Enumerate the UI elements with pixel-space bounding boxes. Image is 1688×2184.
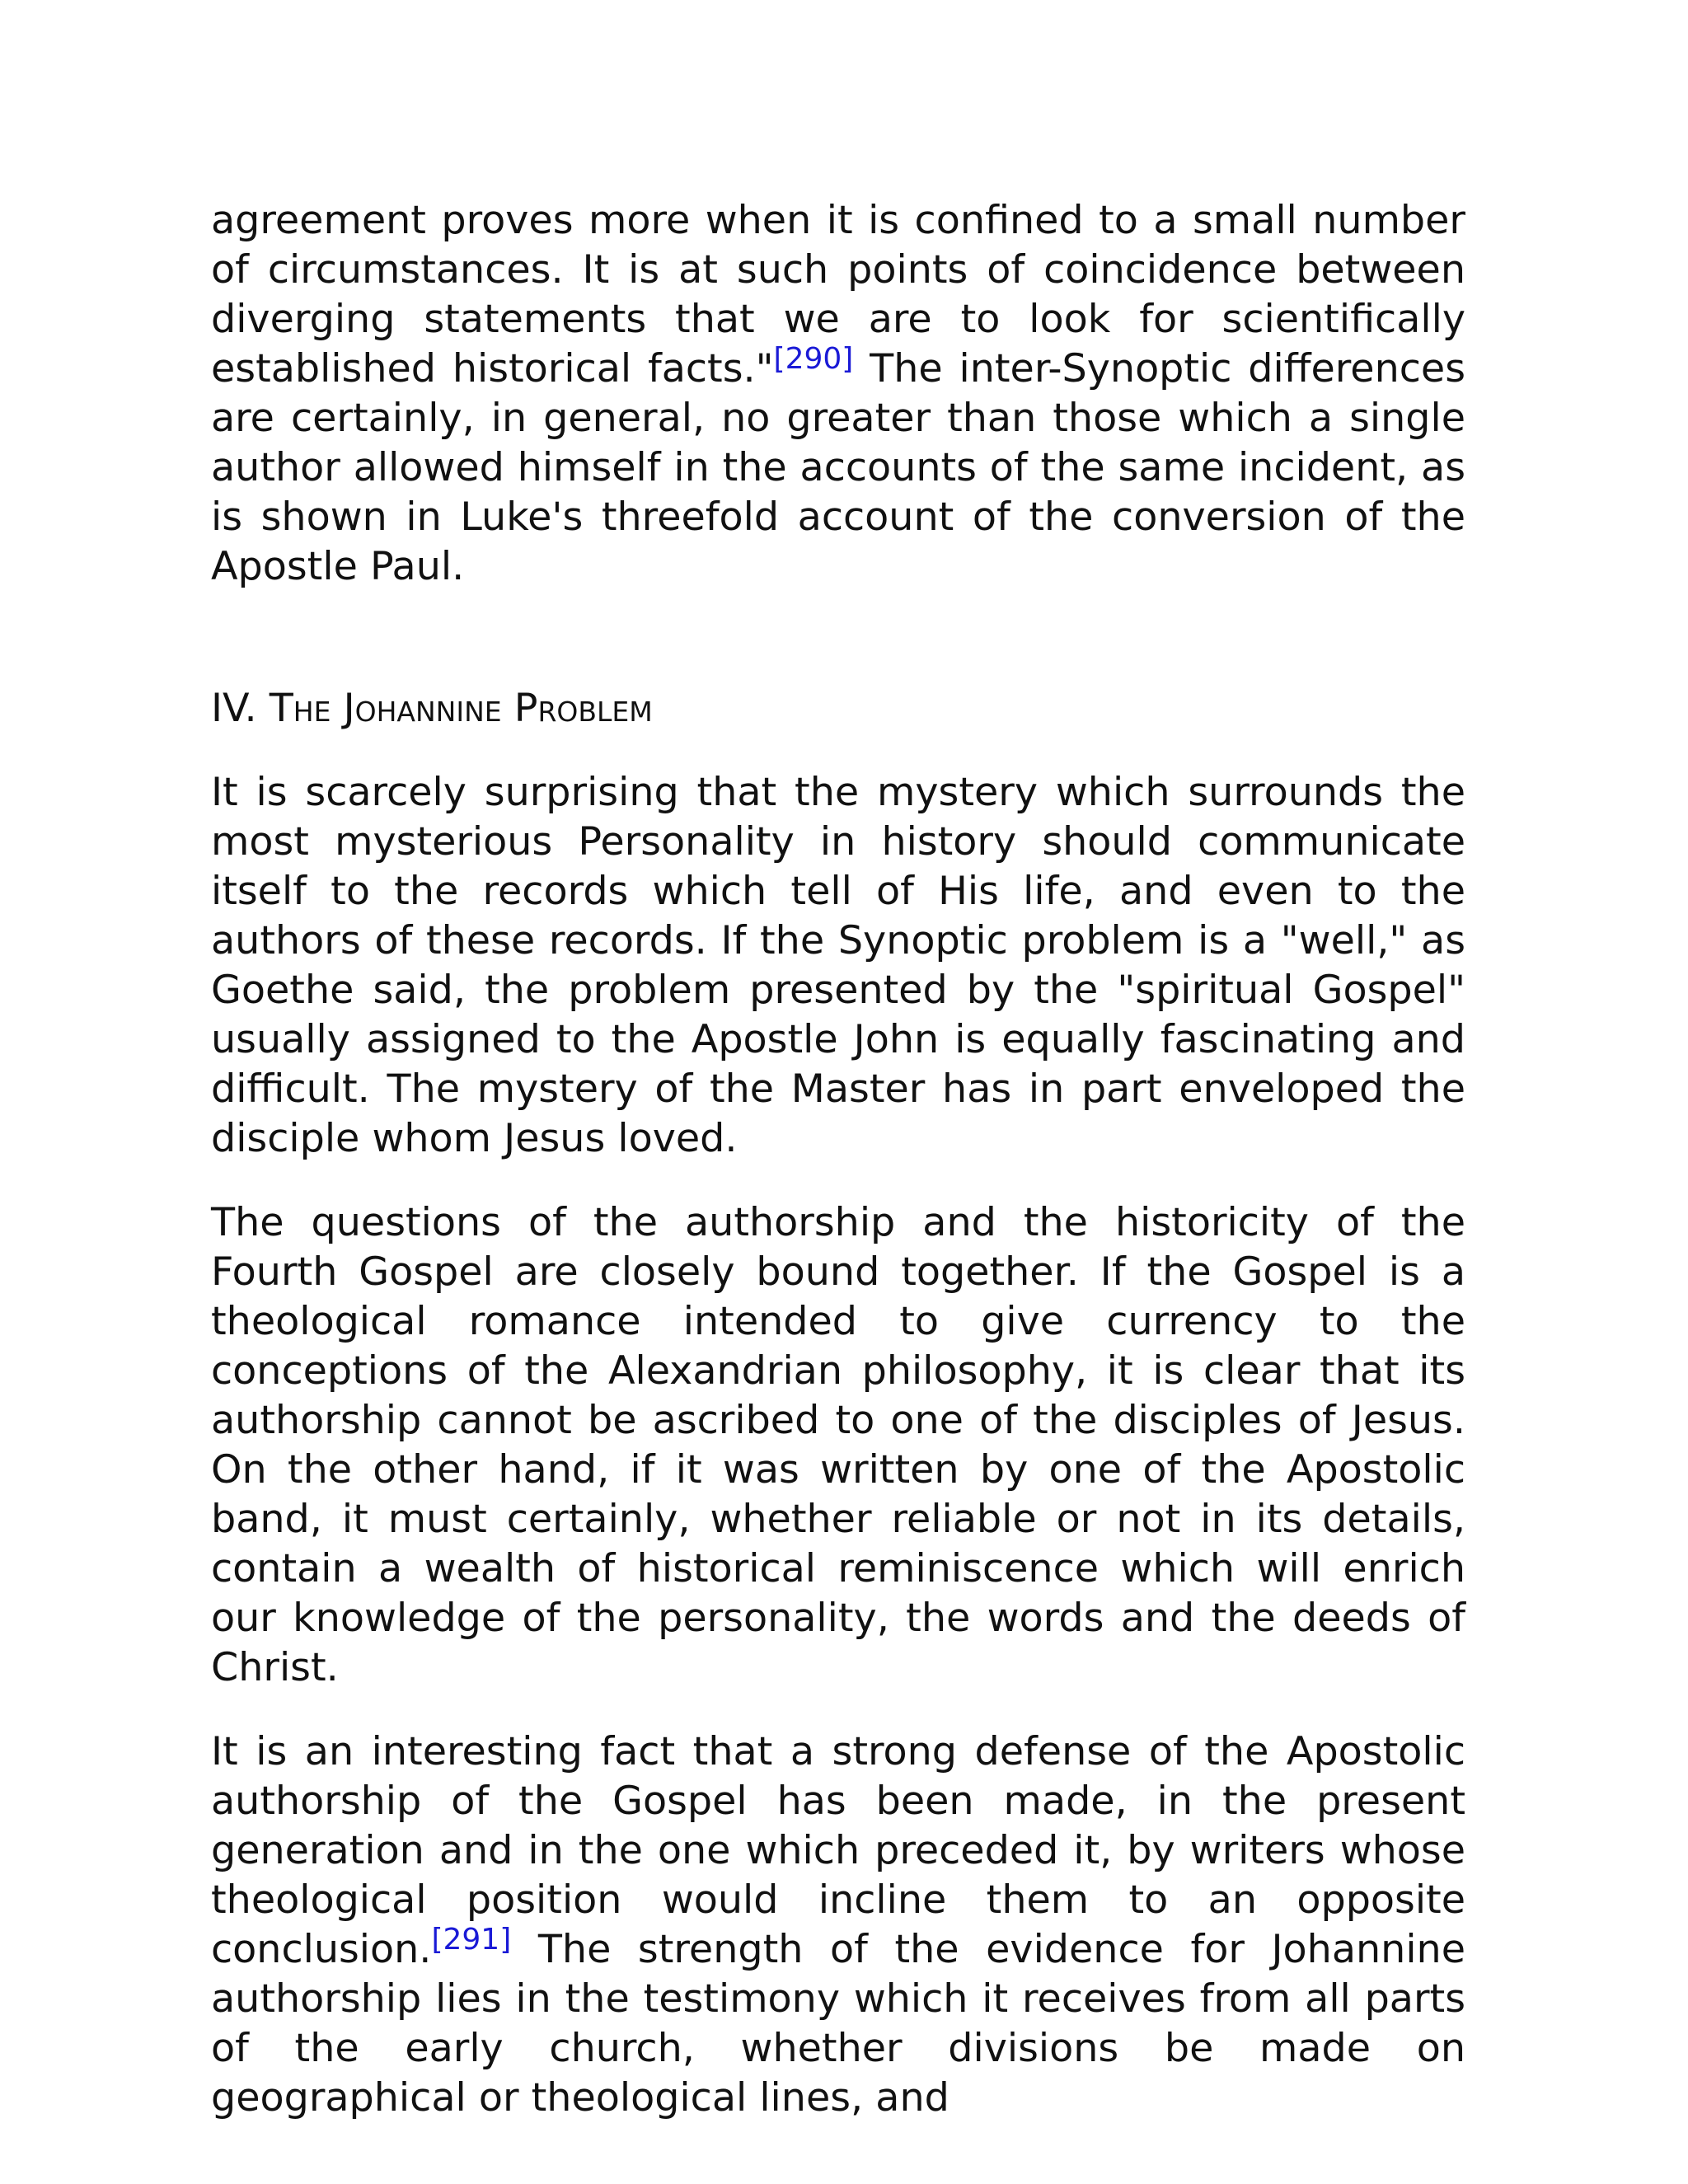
- paragraph-mystery: It is scarcely surprising that the mystery which surrounds the most mysterious Personality in history should communicate itself to the records which tell of His life, and even to the authors of these records. If the Synoptic problem is a "well," as Goethe said, the problem presented by the "spiritual Gospel" usually assigned to the Apostle John is equally fascinating and difficult. The mystery of the Master has in part enveloped the disciple whom Jesus loved.: [211, 770, 1465, 1161]
- paragraph-defense: [211, 1727, 1465, 2123]
- footnote-link-290[interactable]: [290]: [773, 342, 854, 376]
- footnote-link-291[interactable]: [291]: [431, 1923, 512, 1957]
- paragraph-authorship: The questions of the authorship and the historicity of the Fourth Gospel are closely bound together. If the Gospel is a theological romance intended to give currency to the conceptions of the Alexandrian philosophy, it is clear that its authorship cannot be ascribed to one of the disciples of Jesus. On the other hand, if it was written by one of the Apostolic band, it must certainly, whether reliable or not in its details, contain a wealth of historical reminiscence which will enrich our knowledge of the personality, the words and the deeds of Christ.: [211, 1200, 1465, 1690]
- paragraph-agreement: [211, 196, 1465, 592]
- paragraph-text: It is an interesting fact that a strong defense of the Apostolic authorship of the Gospel has been made, in the present generation and in the one which preceded it, by writers whose theological position would incline them to an opposite conclusion.: [211, 1729, 1465, 1972]
- paragraph-text: The strength of the evidence for Johannine authorship lies in the testimony which it receives from all parts of the early church, whether divisions be made on geographical or theological lines, and: [211, 1927, 1465, 2121]
- page-body: [211, 196, 1465, 2123]
- section-heading: IV. The Johannine Problem: [211, 686, 653, 731]
- paragraph-text: The inter-Synoptic differences are certainly, in general, no greater than those which a single author allowed himself in the accounts of the same incident, as is shown in Luke's threefold account of the conversion of the Apostle Paul.: [211, 346, 1465, 589]
- paragraph-text: agreement proves more when it is confined to a small number of circumstances. It is at such points of coincidence between diverging statements that we are to look for scientifically established historical facts.": [211, 198, 1465, 391]
